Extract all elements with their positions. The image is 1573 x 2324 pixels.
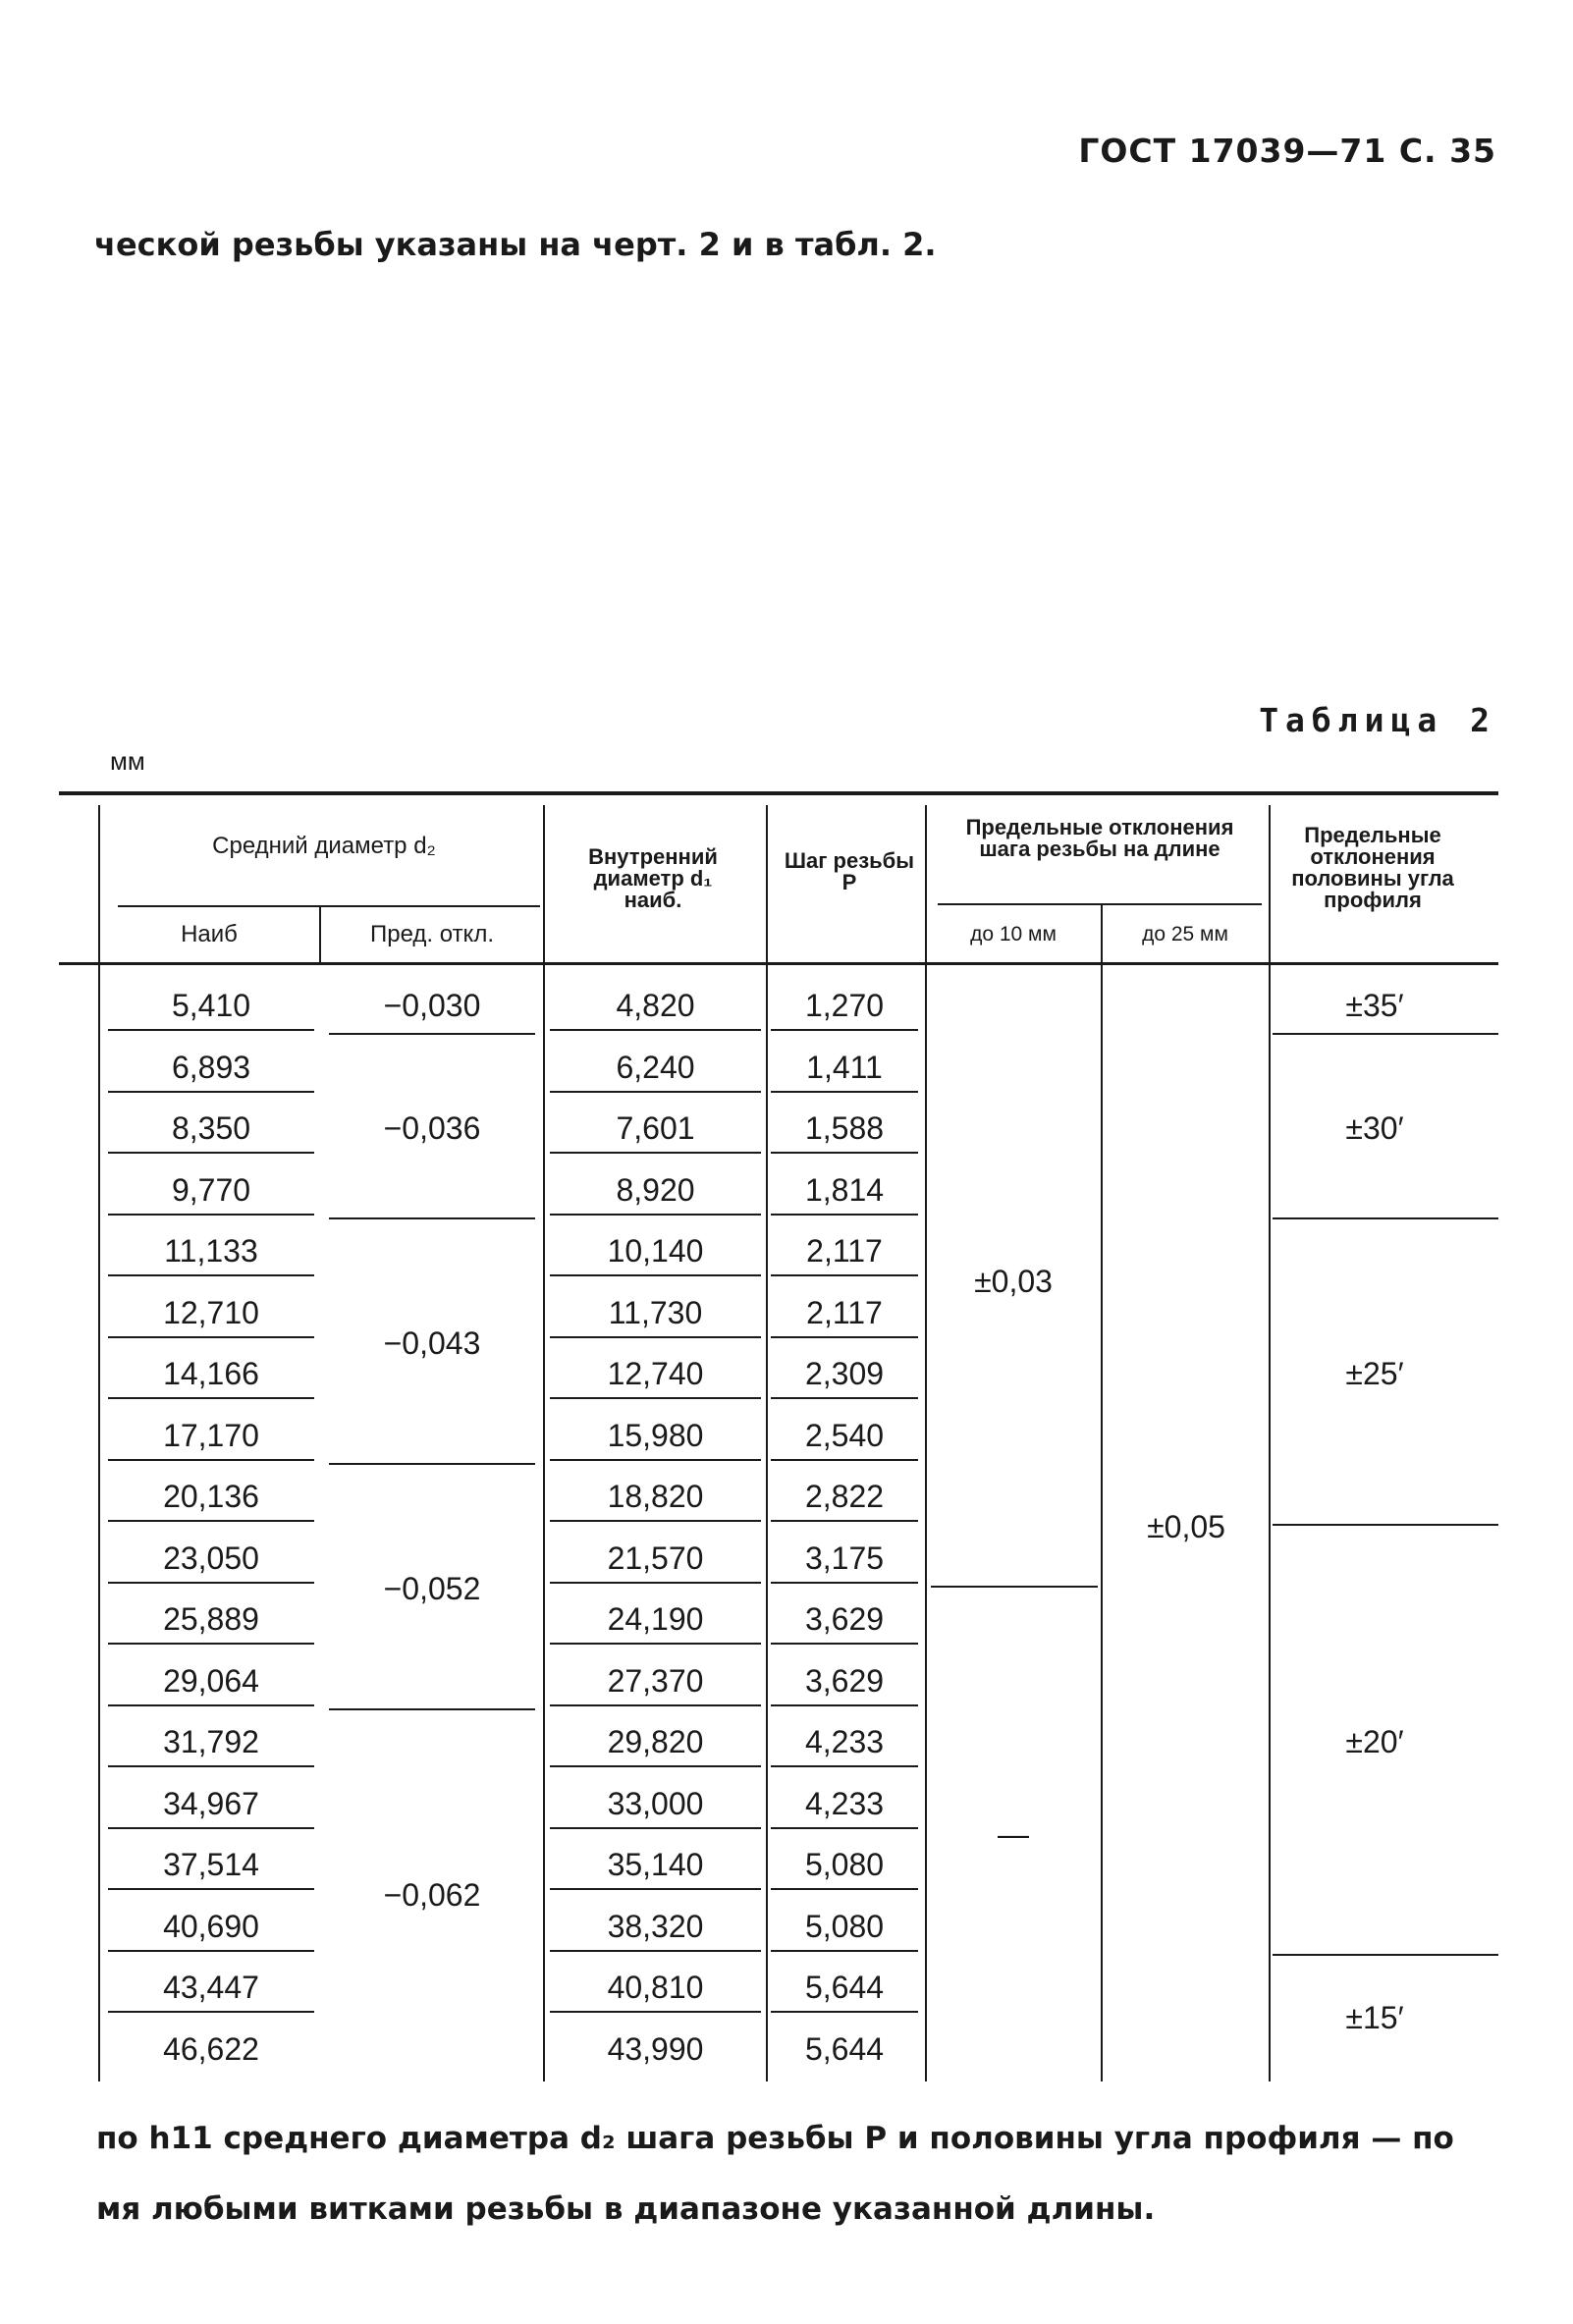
cell-half-angle-divider: [1273, 1033, 1498, 1035]
cell-underline: [550, 1029, 761, 1031]
footer-line-2: мя любыми витками резьбы в диапазоне указанной длины.: [96, 2191, 1156, 2227]
cell-limit-dev-divider: [329, 1217, 535, 1219]
header-max: Наиб: [181, 921, 238, 947]
cell-underline: [550, 1582, 761, 1584]
cell-underline: [108, 1765, 314, 1767]
cell-pitch-dev-25: ±0,05: [1147, 1509, 1225, 1545]
cell-pitch: 1,588: [804, 1110, 885, 1146]
header-mean-diameter: Средний диаметр d₂: [212, 833, 436, 859]
col-line-left: [98, 805, 100, 2081]
cell-underline: [771, 1214, 918, 1216]
cell-d1: 35,140: [607, 1847, 704, 1882]
cell-pitch: 5,080: [804, 1847, 885, 1882]
cell-pitch: 2,540: [804, 1417, 885, 1453]
cell-underline: [550, 1274, 761, 1276]
cell-underline: [771, 1029, 918, 1031]
cell-d1: 18,820: [607, 1479, 704, 1514]
cell-pitch: 2,117: [806, 1233, 883, 1269]
cell-d1: 29,820: [607, 1724, 704, 1759]
header-upto25: до 25 мм: [1142, 923, 1228, 946]
col-line-dev: [543, 805, 545, 2081]
cell-underline: [550, 1827, 761, 1829]
cell-underline: [771, 1643, 918, 1645]
cell-d2-max: 34,967: [163, 1785, 259, 1821]
cell-underline: [771, 1582, 918, 1584]
table-caption: Таблица 2: [1259, 701, 1496, 739]
cell-pitch-dev-10-divider: [931, 1586, 1098, 1588]
cell-d1: 21,570: [607, 1540, 704, 1576]
cell-pitch: 5,644: [804, 1970, 885, 2005]
header-sub-rule: [118, 905, 540, 907]
cell-d1: 11,730: [608, 1294, 703, 1330]
cell-underline: [771, 1888, 918, 1890]
cell-d1: 24,190: [607, 1601, 704, 1637]
cell-d1: 15,980: [607, 1417, 704, 1453]
cell-d1: 12,740: [607, 1356, 704, 1391]
cell-pitch: 3,629: [804, 1601, 885, 1637]
cell-limit-dev: −0,052: [383, 1570, 481, 1606]
cell-d1: 38,320: [607, 1908, 704, 1944]
col-line-p25: [1269, 805, 1271, 2081]
cell-underline: [771, 1091, 918, 1093]
cell-half-angle: ±15′: [1345, 2000, 1404, 2036]
cell-d1: 27,370: [607, 1662, 704, 1699]
cell-pitch: 4,233: [804, 1785, 885, 1821]
cell-limit-dev: −0,030: [383, 988, 481, 1023]
cell-d2-max: 40,690: [163, 1908, 259, 1944]
header-upto10: до 10 мм: [970, 923, 1057, 946]
cell-d2-max: 14,166: [163, 1356, 259, 1391]
cell-underline: [550, 1888, 761, 1890]
cell-limit-dev-divider: [329, 1463, 535, 1465]
cell-half-angle-divider: [1273, 1524, 1498, 1526]
cell-d2-max: 37,514: [163, 1847, 259, 1882]
cell-underline: [550, 1765, 761, 1767]
col-line-p10: [1101, 905, 1103, 2081]
cell-half-angle: ±35′: [1345, 988, 1404, 1023]
cell-underline: [771, 1520, 918, 1522]
header-limit-dev: Пред. откл.: [369, 921, 494, 947]
cell-limit-dev: −0,043: [383, 1324, 481, 1361]
cell-underline: [771, 1704, 918, 1706]
cell-limit-dev: −0,036: [383, 1110, 481, 1146]
cell-pitch: 3,175: [804, 1540, 885, 1576]
cell-underline: [108, 1520, 314, 1522]
cell-underline: [108, 1643, 314, 1645]
header-pitch-dev: Предельные отклонения шага резьбы на длине: [965, 815, 1234, 861]
cell-d2-max: 29,064: [163, 1662, 259, 1699]
cell-d1: 6,240: [616, 1049, 695, 1085]
col-line-d1: [766, 805, 768, 2081]
cell-pitch: 2,822: [804, 1479, 885, 1514]
cell-pitch: 5,080: [804, 1908, 885, 1944]
cell-d2-max: 11,133: [164, 1233, 258, 1269]
cell-underline: [550, 1214, 761, 1216]
cell-pitch: 5,644: [804, 2030, 885, 2067]
cell-pitch: 3,629: [804, 1662, 885, 1699]
cell-underline: [108, 1152, 314, 1154]
cell-underline: [550, 1459, 761, 1461]
cell-underline: [108, 1274, 314, 1276]
units-label: мм: [110, 746, 145, 776]
table-top-rule: [59, 791, 1498, 795]
cell-half-angle: ±30′: [1345, 1110, 1404, 1146]
document-header: ГОСТ 17039—71 С. 35: [1078, 132, 1496, 170]
cell-underline: [550, 1091, 761, 1093]
cell-underline: [108, 2011, 314, 2013]
cell-pitch-dev-10: ±0,03: [974, 1264, 1053, 1300]
col-line-pitch: [925, 805, 927, 2081]
cell-d1: 10,140: [607, 1233, 704, 1269]
cell-d1: 43,990: [607, 2030, 704, 2067]
cell-underline: [108, 1704, 314, 1706]
cell-underline: [771, 1397, 918, 1399]
cell-d2-max: 31,792: [163, 1724, 259, 1759]
cell-underline: [550, 1704, 761, 1706]
cell-underline: [550, 2011, 761, 2013]
cell-limit-dev-divider: [329, 1033, 535, 1035]
cell-underline: [550, 1397, 761, 1399]
cell-d2-max: 6,893: [171, 1049, 251, 1085]
cell-underline: [550, 1152, 761, 1154]
cell-d1: 33,000: [607, 1785, 704, 1821]
cell-limit-dev: −0,062: [383, 1877, 481, 1914]
cell-pitch: 4,233: [804, 1724, 885, 1759]
header-pitch: Шаг резьбы P: [784, 848, 915, 894]
header-inner-diameter: Внутренний диаметр d₁ наиб.: [588, 844, 718, 912]
cell-d2-max: 12,710: [163, 1294, 259, 1330]
cell-pitch: 2,309: [804, 1356, 885, 1391]
cell-d2-max: 23,050: [163, 1540, 259, 1576]
cell-underline: [108, 1091, 314, 1093]
footer-line-1: по h11 среднего диаметра d₂ шага резьбы P и половины угла профиля — по: [96, 2121, 1454, 2156]
cell-d1: 8,920: [616, 1171, 695, 1208]
cell-pitch: 1,411: [806, 1049, 883, 1085]
cell-half-angle-divider: [1273, 1954, 1498, 1956]
cell-limit-dev-divider: [329, 1708, 535, 1710]
intro-text: ческой резьбы указаны на черт. 2 и в табл. 2.: [94, 226, 937, 263]
cell-underline: [108, 1950, 314, 1952]
cell-underline: [108, 1582, 314, 1584]
header-half-angle: Предельные отклонения половины угла профиля: [1291, 823, 1454, 912]
cell-d2-max: 43,447: [163, 1970, 259, 2005]
cell-underline: [550, 1643, 761, 1645]
cell-d2-max: 46,622: [163, 2030, 259, 2067]
cell-underline: [771, 1827, 918, 1829]
cell-underline: [550, 1950, 761, 1952]
cell-half-angle: ±20′: [1345, 1724, 1404, 1759]
pitch-dev-sub-rule: [938, 903, 1262, 905]
col-line-d2: [319, 905, 321, 962]
cell-pitch-dev-10: —: [998, 1815, 1029, 1852]
cell-pitch: 1,270: [804, 988, 885, 1023]
cell-underline: [108, 1397, 314, 1399]
cell-pitch: 1,814: [804, 1171, 885, 1208]
cell-half-angle: ±25′: [1345, 1356, 1404, 1391]
cell-underline: [550, 1336, 761, 1338]
cell-d2-max: 20,136: [163, 1479, 259, 1514]
cell-underline: [771, 1459, 918, 1461]
cell-d2-max: 8,350: [171, 1110, 251, 1146]
cell-underline: [550, 1520, 761, 1522]
cell-underline: [771, 1336, 918, 1338]
cell-underline: [108, 1459, 314, 1461]
cell-d2-max: 9,770: [171, 1171, 251, 1208]
cell-underline: [108, 1888, 314, 1890]
cell-underline: [771, 1950, 918, 1952]
cell-d2-max: 17,170: [163, 1417, 259, 1453]
cell-underline: [771, 1152, 918, 1154]
cell-underline: [771, 2011, 918, 2013]
cell-underline: [108, 1827, 314, 1829]
cell-underline: [771, 1765, 918, 1767]
cell-underline: [771, 1274, 918, 1276]
cell-d1: 4,820: [616, 988, 695, 1023]
cell-underline: [108, 1336, 314, 1338]
cell-d2-max: 5,410: [171, 988, 251, 1023]
cell-underline: [108, 1214, 314, 1216]
cell-half-angle-divider: [1273, 1217, 1498, 1219]
cell-d1: 40,810: [607, 1970, 704, 2005]
cell-d2-max: 25,889: [163, 1601, 259, 1637]
table-header-bottom-rule: [59, 962, 1498, 965]
cell-underline: [108, 1029, 314, 1031]
cell-pitch: 2,117: [806, 1294, 883, 1330]
cell-d1: 7,601: [616, 1110, 695, 1146]
